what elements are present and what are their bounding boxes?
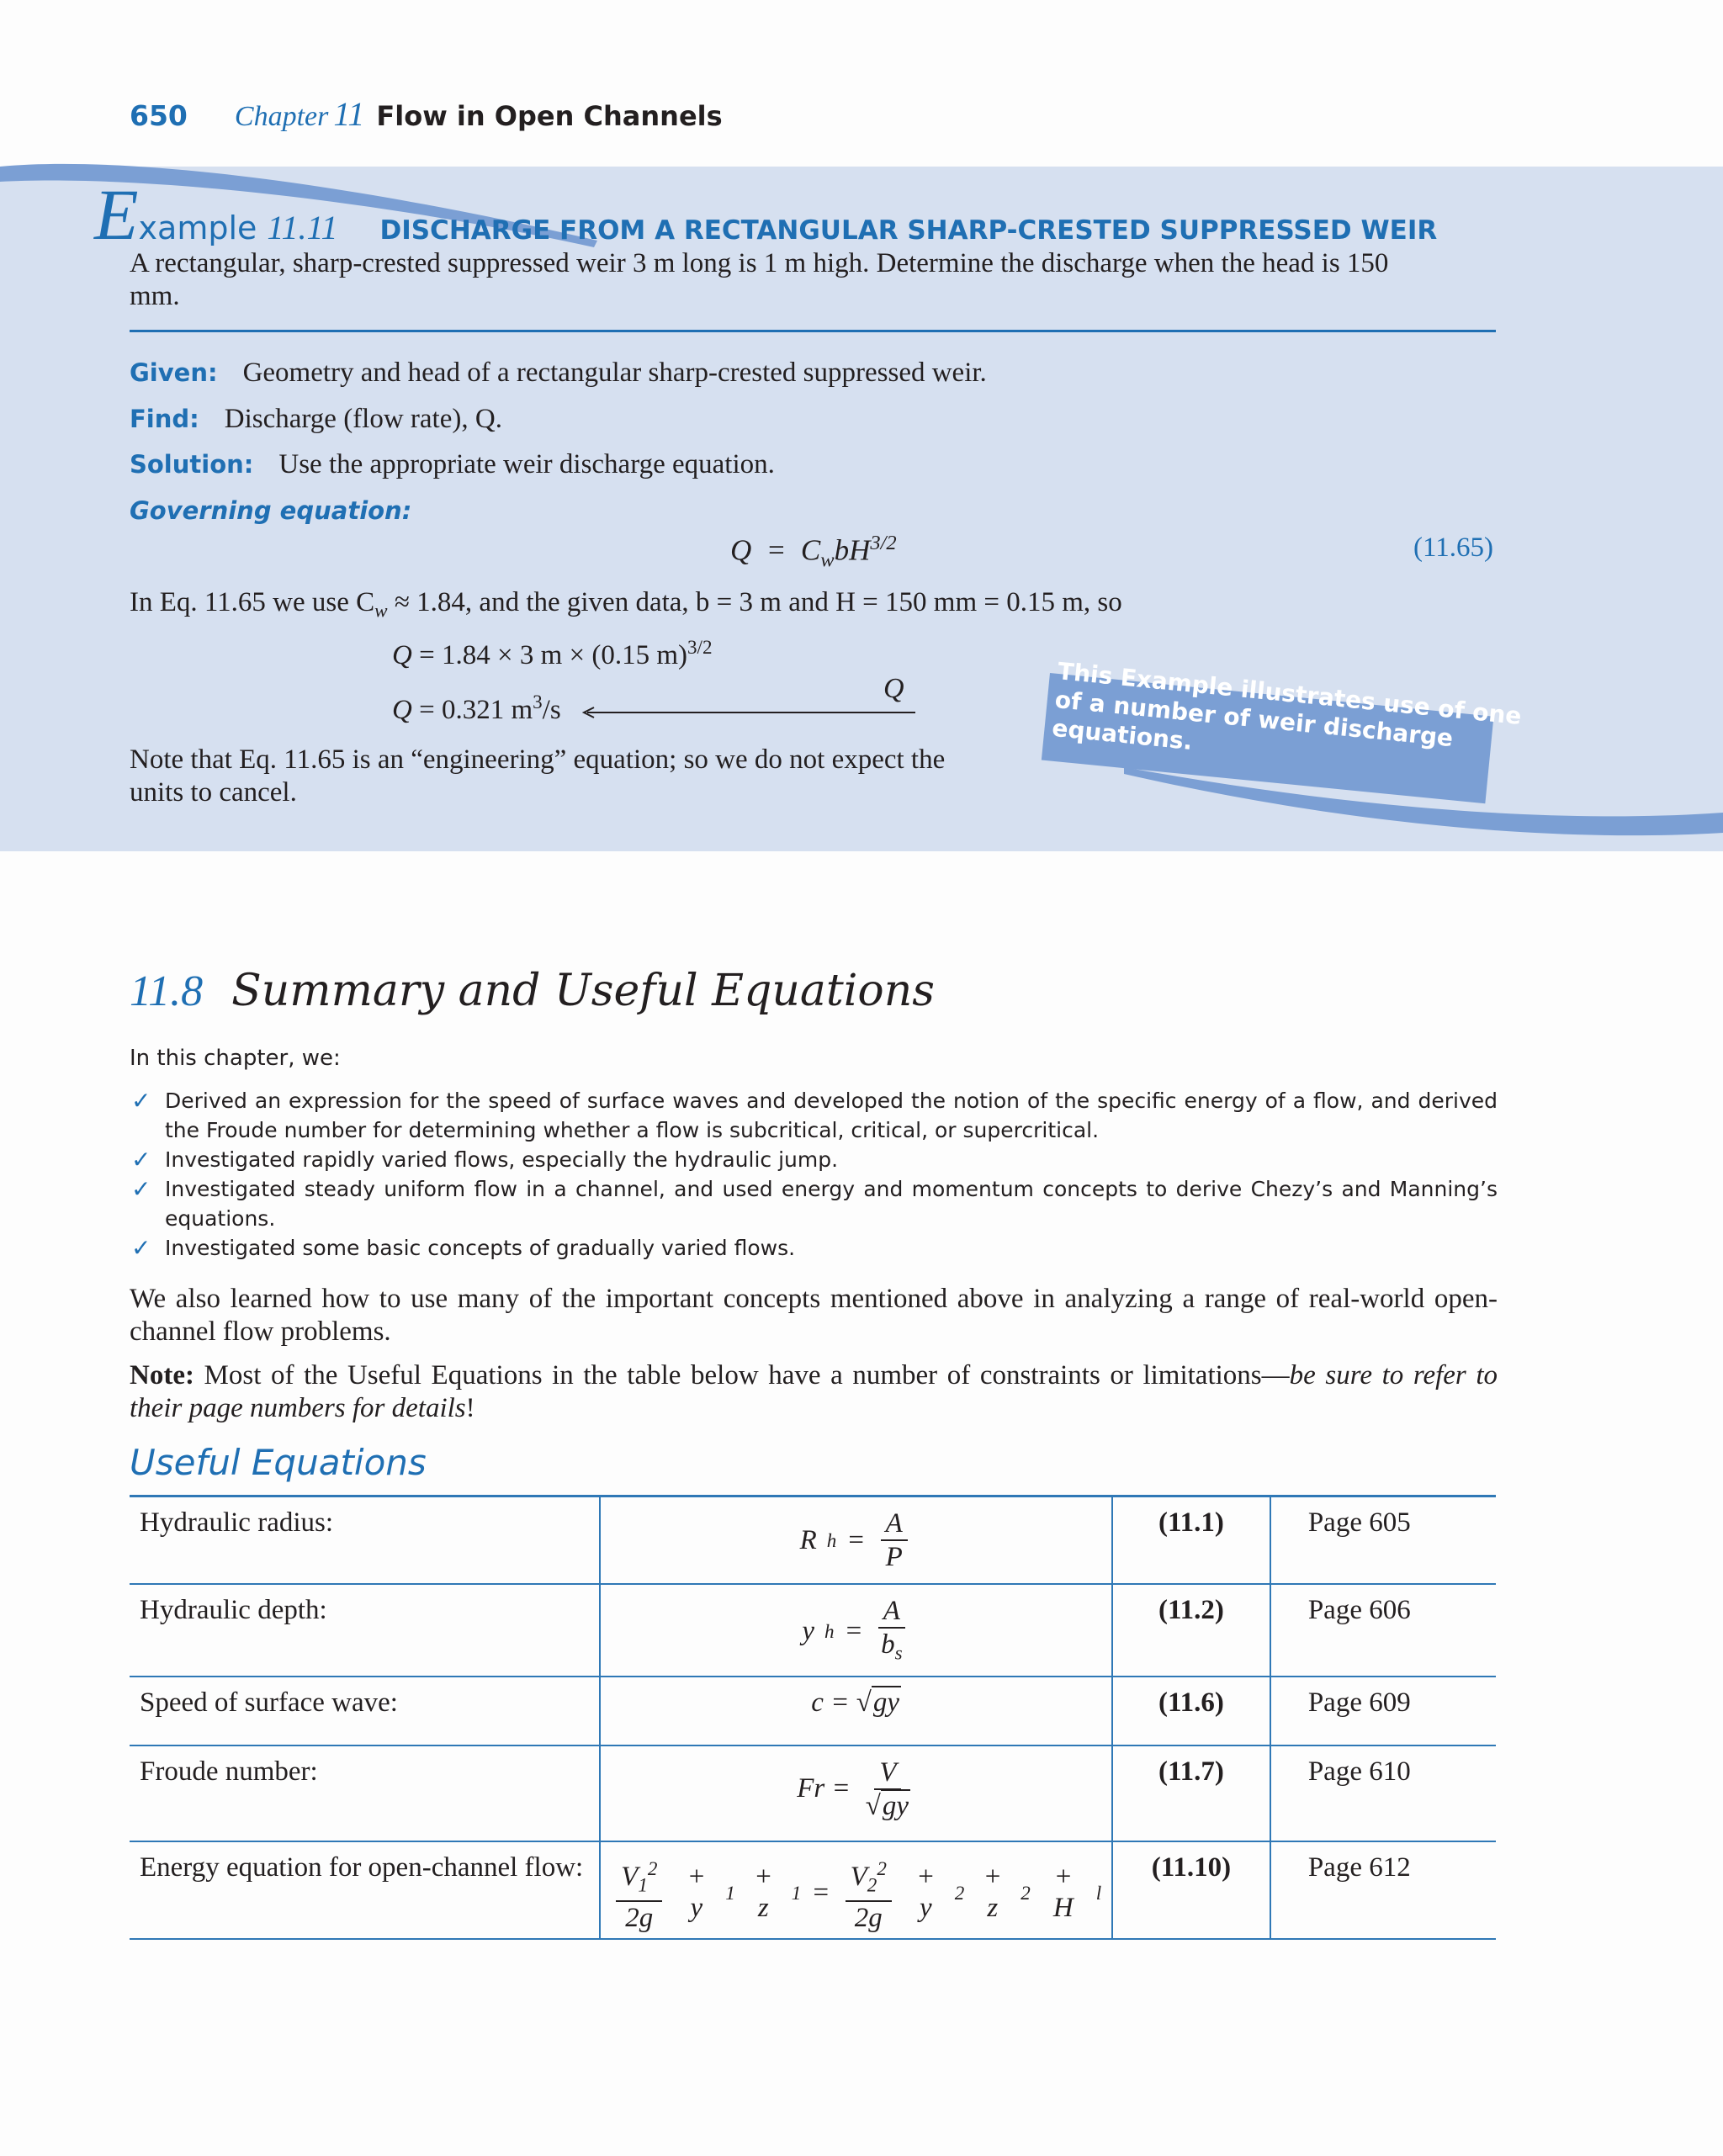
equation-formula: R h = $\frac{A}{P}$ [600, 1496, 1112, 1584]
list-item: ✓ Investigated some basic concepts of gradually varied flows. [131, 1234, 796, 1262]
list-item: ✓ Derived an expression for the speed of surface waves and developed the notion of the specific energy of a flow, and derived the Froude number for determining whether a flow is subcritical, critical, or supercritical. [131, 1087, 1498, 1142]
given-label: Given: [130, 358, 218, 387]
equation-number-cell: (11.6) [1112, 1677, 1270, 1745]
equation-name: Hydraulic radius: [130, 1496, 600, 1584]
table-row [130, 1677, 1496, 1745]
calc-line-2: Q = 0.321 $m^3/s$ [392, 691, 561, 725]
solution-text: Use the appropriate weir discharge equation. [278, 449, 775, 479]
page-reference: Page 610 [1270, 1745, 1496, 1841]
list-item: ✓ Investigated rapidly varied flows, especially the hydraulic jump. [131, 1146, 839, 1173]
useful-equations-title: Useful Equations [130, 1442, 427, 1483]
equation-name: Speed of surface wave: [130, 1677, 600, 1745]
page-reference: Page 606 [1270, 1584, 1496, 1677]
result-q-label: Q [883, 673, 904, 704]
units-note: Note that Eq. 11.65 is an “engineering” equation; so we do not expect the units to cancel. [130, 744, 946, 808]
summary-intro: In this chapter, we: [130, 1046, 341, 1071]
weir-equation: $Q = C_wbH^{3/2}$ [730, 532, 897, 572]
equation-number-cell: (11.1) [1112, 1496, 1270, 1584]
equation-name: Hydraulic depth: [130, 1584, 600, 1677]
page-reference: Page 612 [1270, 1841, 1496, 1939]
chapter-number: 11 [333, 95, 365, 133]
problem-divider [130, 330, 1496, 332]
table-row [130, 1841, 1496, 1939]
checkmark-icon: ✓ [131, 1175, 151, 1203]
running-header [130, 94, 723, 134]
learned-paragraph: We also learned how to use many of the important concepts mentioned above in analyzing a range of real-world open-channel flow problems. [130, 1284, 1498, 1347]
solution-label: Solution: [130, 450, 254, 479]
equation-formula: y h = $\frac{A}{b_s}$ [600, 1584, 1112, 1677]
list-item: ✓ Investigated steady uniform flow in a channel, and used energy and momentum concepts to derive Chezy’s and Manning’s equations. [131, 1175, 1498, 1231]
checkmark-icon: ✓ [131, 1146, 151, 1173]
chapter-title: Flow in Open Channels [376, 100, 723, 132]
substitution-text: In Eq. 11.65 we use $C_w \approx 1.84$, and the given data, b = 3 m and H = 150 mm = 0.15 m, so [130, 587, 1122, 622]
section-title-text: Summary and Useful Equations [231, 966, 935, 1016]
section-title [130, 966, 935, 1016]
chapter-word: Chapter [234, 101, 329, 132]
equation-name: Energy equation for open-channel flow: [130, 1841, 600, 1939]
checkmark-icon: ✓ [131, 1234, 151, 1262]
given-text: Geometry and head of a rectangular sharp-crested suppressed weir. [242, 358, 987, 388]
find-label: Find: [130, 405, 199, 433]
example-number: 11.11 [267, 209, 338, 246]
equation-number: (11.65) [1413, 532, 1494, 563]
find-line [130, 403, 502, 436]
equation-number-cell: (11.7) [1112, 1745, 1270, 1841]
section-number: 11.8 [130, 967, 204, 1015]
example-word: xample [138, 209, 257, 246]
calc-line-1: Q = 1.84 × 3 m × (0.15 m)$^{3/2}$ [392, 636, 713, 670]
callout-text: This Example illustrates use of one of a number of weir discharge equations. [1051, 657, 1523, 755]
table-row [130, 1745, 1496, 1841]
result-arrow [582, 707, 915, 718]
equation-number-cell: (11.2) [1112, 1584, 1270, 1677]
example-title [94, 174, 1438, 255]
find-text: Discharge (flow rate), Q. [224, 404, 502, 434]
example-heading: DISCHARGE FROM A RECTANGULAR SHARP-CRESTED SUPPRESSED WEIR [379, 215, 1438, 246]
given-line [130, 357, 987, 389]
table-row [130, 1584, 1496, 1677]
equation-formula: Fr = $\frac{V}{√gy}$ [600, 1745, 1112, 1841]
equation-name: Froude number: [130, 1745, 600, 1841]
page-reference: Page 609 [1270, 1677, 1496, 1745]
equation-number-cell: (11.10) [1112, 1841, 1270, 1939]
governing-equation-label: Governing equation: [130, 496, 412, 525]
useful-equations-table [130, 1495, 1496, 1940]
page-reference: Page 605 [1270, 1496, 1496, 1584]
table-row [130, 1496, 1496, 1584]
problem-statement: A rectangular, sharp-crested suppressed weir 3 m long is 1 m high. Determine the discharge when the head is 150 mm. [130, 248, 1389, 311]
equation-formula: $\frac{V_1^2}{2g}$ + y 1 + z 1 = $\frac{V_2^2}{2g}$ + y 2 + z 2 + H l [600, 1841, 1112, 1939]
solution-line [130, 448, 775, 481]
page-number: 650 [130, 99, 188, 132]
summary-list [130, 1086, 1498, 1263]
constraints-note: Note: Most of the Useful Equations in the table below have a number of constraints or limitations—be sure to refer to their page numbers for details! [130, 1360, 1498, 1423]
example-initial: E [94, 174, 139, 255]
equation-formula: c = √gy [600, 1677, 1112, 1745]
checkmark-icon: ✓ [131, 1087, 151, 1115]
